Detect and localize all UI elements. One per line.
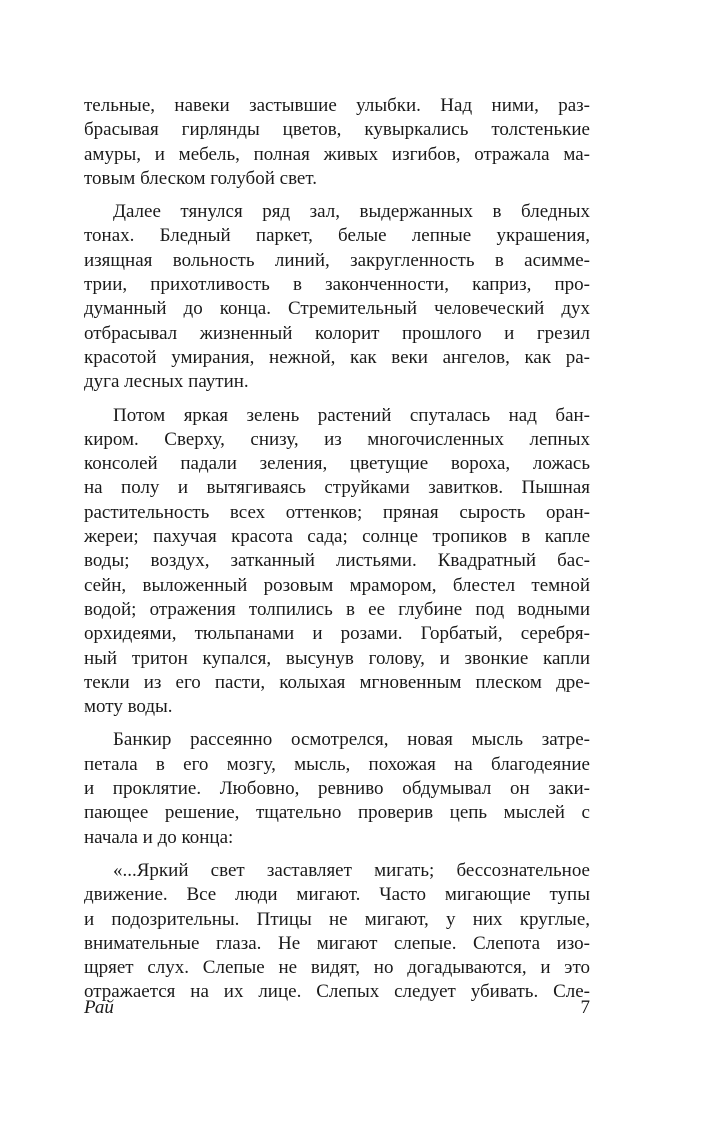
text-line: ный тритон купался, высунув голову, и звонкие капли [84,647,590,669]
text-line: текли из его пасти, колыхая мгновенным плеском дре- [84,671,590,693]
text-line: отражается на их лице. Слепых следует убивать. Сле- [84,981,590,1003]
text-line: и проклятие. Любовно, ревниво обдумывал он заки- [84,778,590,800]
text-line: на полу и вытягиваясь струйками завитков. Пышная [84,477,590,499]
paragraph-3 [84,404,590,720]
text-line: Потом яркая зелень растений спуталась над бан- [113,404,590,426]
text-line: орхидеями, тюльпанами и розами. Горбатый, серебря- [84,623,590,645]
text-line: консолей падали зеления, цветущие вороха, ложась [84,453,590,475]
page-number: 7 [580,997,590,1018]
text-line: дуга лесных паутин. [84,371,249,393]
page-footer [84,997,590,1021]
text-line: сейн, выложенный розовым мрамором, блестел темной [84,574,590,596]
text-line: киром. Сверху, снизу, из многочисленных лепных [84,428,590,450]
text-line: щряет слух. Слепые не видят, но догадываются, и это [84,957,590,979]
text-line: растительность всех оттенков; пряная сырость оран- [84,501,590,523]
text-line: моту воды. [84,696,173,718]
text-line: петала в его мозгу, мысль, похожая на благодеяние [84,753,590,775]
paragraph-1 [84,94,590,191]
text-line: жереи; пахучая красота сада; солнце тропиков в капле [84,526,590,548]
text-line: трии, прихотливость в законченности, каприз, про- [84,274,590,296]
text-line: брасывая гирлянды цветов, кувыркались толстенькие [84,119,590,141]
text-line: тельные, навеки застывшие улыбки. Над ними, раз- [84,95,590,116]
paragraph-5 [84,859,590,1005]
text-line: и подозрительны. Птицы не мигают, у них круглые, [84,908,590,930]
body-text [84,94,590,1014]
text-line: движение. Все люди мигают. Часто мигающие тупы [84,884,590,906]
running-title: Рай [84,997,114,1018]
text-line: внимательные глаза. Не мигают слепые. Слепота изо- [84,932,590,954]
paragraph-4 [84,728,590,849]
text-line: отбрасывал жизненный колорит прошлого и грезил [84,322,590,344]
text-line: думанный до конца. Стремительный человеческий дух [84,298,590,320]
text-line: тонах. Бледный паркет, белые лепные украшения, [84,225,590,247]
paragraph-2 [84,200,590,394]
text-line: Банкир рассеянно осмотрелся, новая мысль затре- [113,729,590,751]
text-line: изящная вольность линий, закругленность в асимме- [84,249,590,271]
text-line: «...Яркий свет заставляет мигать; бессознательное [113,859,590,881]
text-line: амуры, и мебель, полная живых изгибов, отражала ма- [84,143,590,165]
text-line: начала и до конца: [84,826,234,848]
text-line: водой; отражения толпились в ее глубине под водными [84,598,590,620]
text-line: красотой умирания, нежной, как веки ангелов, как ра- [84,346,590,368]
text-line: товым блеском голубой свет. [84,167,317,189]
text-line: Далее тянулся ряд зал, выдержанных в бледных [113,201,590,223]
text-line: воды; воздух, затканный листьями. Квадратный бас- [84,550,590,572]
text-line: пающее решение, тщательно проверив цепь мыслей с [84,802,590,824]
